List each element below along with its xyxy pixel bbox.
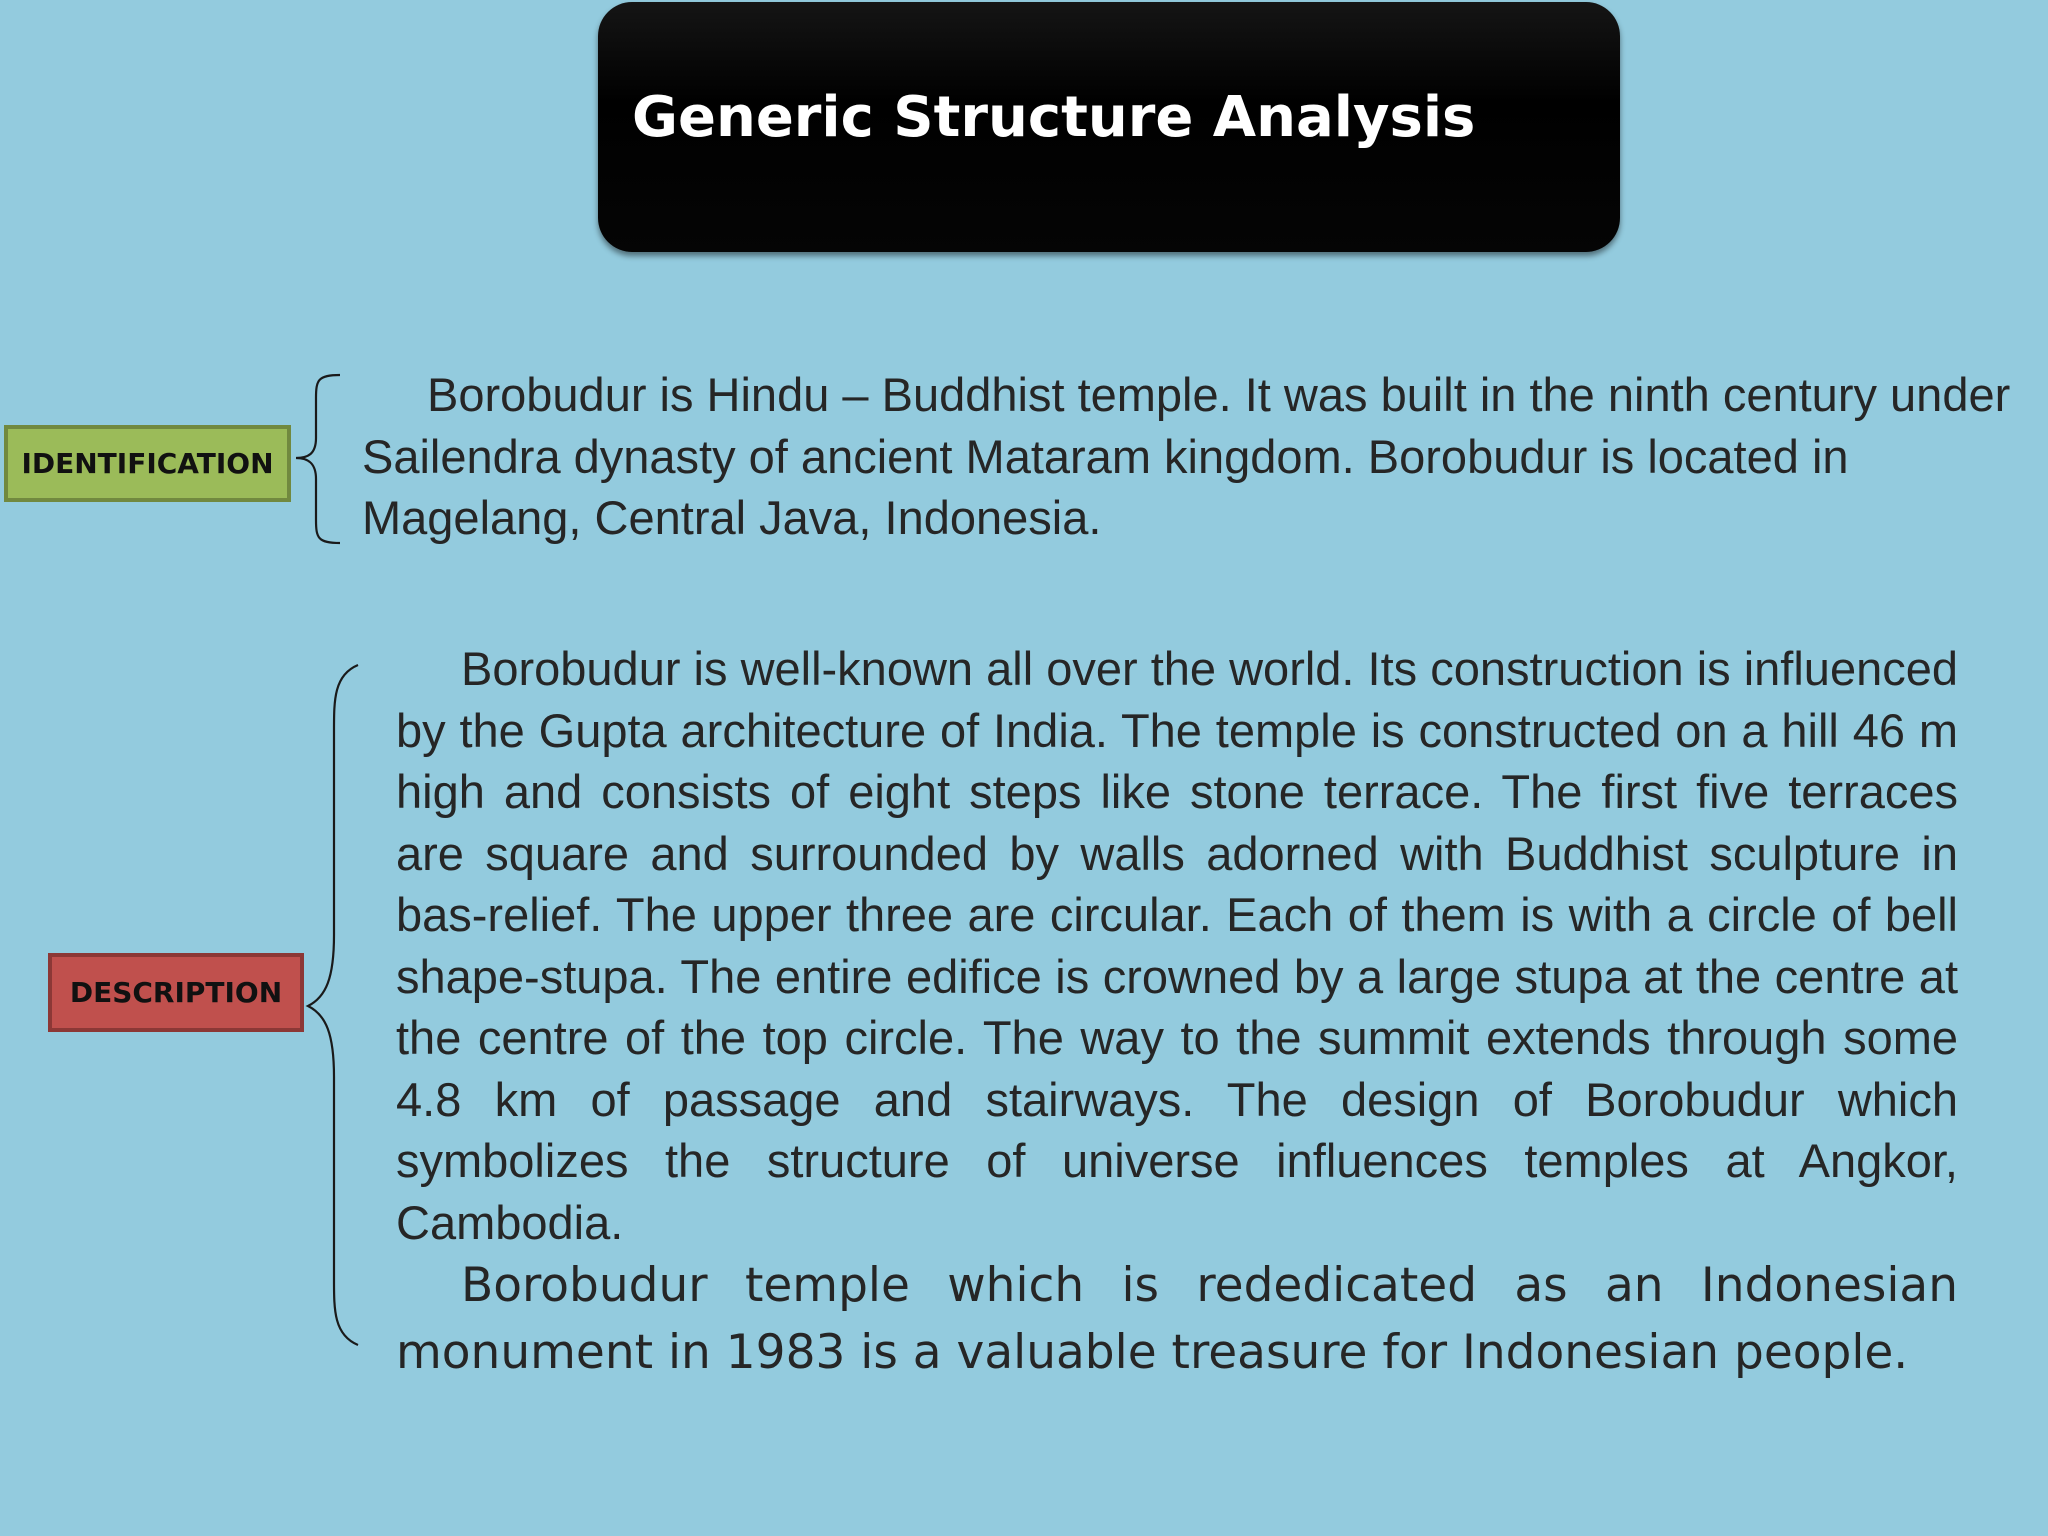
description-brace — [304, 660, 364, 1350]
closing-text: Borobudur temple which is rededicated as an Indonesian monument in 1983 is a valuable treasure for Indonesian people. — [396, 1258, 1958, 1380]
description-text: Borobudur is well-known all over the world. Its construction is influenced by the Gupta architecture of India. The temple is constructed on a hill 46 m high and consists of eight steps like stone terrace. The first five terraces are square and surrounded by walls adorned with Buddhist sculpture in bas-relief. The upper three are circular. Each of them is with a circle of bell shape-stupa. The entire edifice is crowned by a large stupa at the centre at the centre of the top circle. The way to the summit extends through some 4.8 km of passage and stairways. The design of Borobudur which symbolizes the structure of universe influences temples at Angkor, Cambodia. — [396, 642, 1958, 1249]
description-label: DESCRIPTION — [48, 953, 304, 1032]
identification-brace — [290, 372, 340, 547]
identification-text: Borobudur is Hindu – Buddhist temple. It was built in the ninth century under Sailendra dynasty of ancient Mataram kingdom. Borobudur is located in Magelang, Central Java, Indonesia. — [362, 368, 2011, 544]
identification-label: IDENTIFICATION — [4, 425, 291, 502]
slide-title: Generic Structure Analysis — [632, 85, 1476, 150]
